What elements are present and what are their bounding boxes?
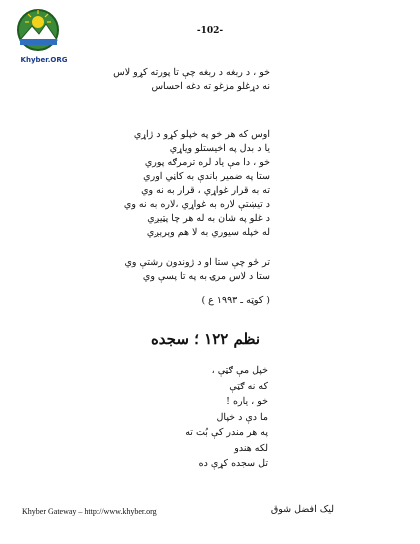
poem-line: لکه هندو — [234, 442, 268, 454]
poem-line: له خپله سیوري به لا هم وېرېږي — [146, 227, 270, 238]
poem-line: ستا د لاس مرۍ به په تا پسې وي — [142, 271, 270, 282]
poem-stanza-2 — [124, 128, 270, 240]
poem-line: ته به قرار غواړي ، قرار به نه وي — [141, 185, 270, 196]
logo-caption: Khyber.ORG — [20, 56, 68, 64]
poem-line: که نه ګټې — [229, 380, 268, 392]
poem-stanza-1 — [113, 66, 270, 94]
poem-line: نه دړغلو مزغو ته دغه احساس — [151, 81, 270, 92]
poem-line: ما دې د خپال — [216, 411, 268, 423]
poem-line: تر څو چې ستا او د ژوندون رشتې وي — [124, 257, 270, 268]
poem-line: اوس که هر خو په خپلو کړو د ژاړي — [133, 129, 270, 140]
poem-stanza-3 — [124, 256, 270, 284]
poem-line: د تیښتې لاره به غواړي ،لاره به نه وي — [123, 199, 270, 210]
poem-line: ستا په ضمیر باندې به کاڼي اوري — [143, 171, 270, 182]
poem-line: په هر مندر کې بُت ته — [185, 427, 268, 438]
page-number: -102- — [196, 26, 224, 36]
poem-line: خپل مې ګټې ، — [211, 365, 268, 376]
poem-line: د غلو په شان به له هر چا پټیږي — [147, 213, 270, 224]
footer-author: لیک افضل شوق — [270, 504, 334, 515]
poem-line: تل سجده کړې ده — [198, 458, 268, 469]
poem-line: خو ، یاره ! — [226, 396, 268, 407]
khyber-logo — [8, 6, 68, 72]
poem-line: یا د بدل په اخیستلو وياړي — [169, 143, 270, 154]
poem-line: خو ، د ربغه د ربغه چې تا پورته کړو لاس — [113, 67, 270, 78]
footer-source: Khyber Gateway – http://www.khyber.org — [22, 507, 157, 516]
poem-date: ( کوټه ـ ۱۹۹۳ ع ) — [201, 295, 270, 306]
poem-title: نظم ۱۲۲ ؛ سجده — [150, 330, 260, 348]
poem-stanza-4 — [185, 364, 268, 473]
poem-line: خو ، دا مې یاد لره ترمرګه پوري — [144, 157, 270, 168]
